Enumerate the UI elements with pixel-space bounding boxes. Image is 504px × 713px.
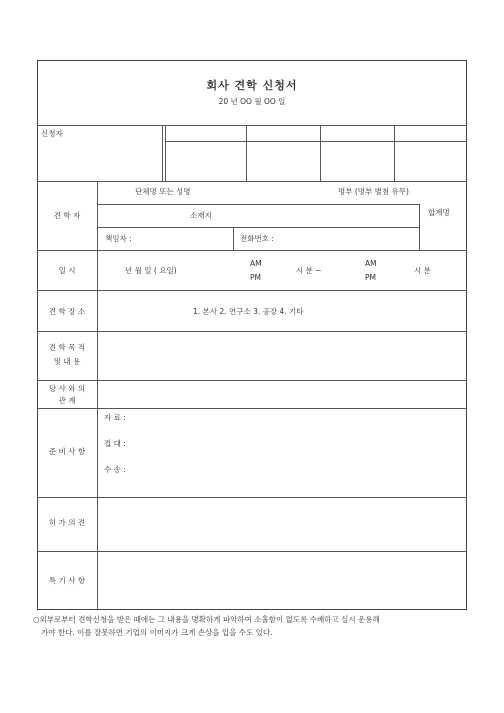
time-start: 시 분 ~ — [296, 266, 322, 275]
remarks-field[interactable] — [98, 552, 466, 609]
reception-label: 접 대 : — [104, 439, 126, 448]
form-title: 회사 견학 신청서 — [206, 79, 298, 92]
visitor-label: 견 학 자 — [53, 211, 81, 220]
place-options: 1. 본사 2. 연구소 3. 공장 4. 기타 — [193, 307, 304, 316]
divider — [37, 181, 467, 182]
purpose-label: 및 내 용 — [53, 357, 81, 366]
materials-label: 자 료 : — [104, 413, 126, 422]
applicant-field[interactable] — [321, 142, 393, 180]
applicant-field[interactable] — [166, 142, 246, 180]
divider — [97, 227, 419, 228]
org-name-label: 단체명 또는 성명 — [135, 187, 191, 196]
relation-label: 관 계 — [58, 396, 76, 405]
date-line: 20 년 OO 월 OO 일 — [218, 97, 286, 106]
am-label: AM — [365, 259, 377, 268]
divider — [37, 125, 467, 126]
divider — [419, 204, 420, 250]
divider — [97, 204, 419, 205]
time-end: 시 분 — [414, 266, 431, 275]
address-label: 소재지 — [190, 211, 212, 220]
applicant-field[interactable] — [395, 142, 466, 180]
footnote — [33, 613, 473, 639]
datetime-label: 일 시 — [58, 266, 76, 275]
preparation-label: 준 비 사 항 — [48, 447, 86, 456]
divider — [37, 408, 467, 409]
permission-field[interactable] — [98, 498, 466, 550]
manager-label: 책임자 : — [105, 234, 132, 243]
date-ymd: 년 월 일 ( 요일) — [125, 266, 177, 275]
divider — [37, 290, 467, 291]
remarks-label: 특 기 사 항 — [48, 576, 86, 585]
relation-field[interactable] — [98, 381, 466, 407]
place-label: 견 학 장 소 — [48, 307, 86, 316]
divider — [162, 125, 163, 181]
pm-label: PM — [365, 273, 376, 282]
applicant-field[interactable] — [247, 142, 319, 180]
divider — [233, 227, 234, 250]
am-label: AM — [250, 259, 262, 268]
roster-label: 명부 (명부 별첨 유무) — [338, 187, 409, 196]
footnote-line: ○외부로부터 견학신청을 받은 때에는 그 내용을 명확하게 파악하여 소홀함이 없도록 수배하고 실시 운용해 — [33, 615, 380, 624]
transport-label: 수 송 : — [104, 465, 126, 474]
purpose-field[interactable] — [98, 332, 466, 379]
applicant-label: 신청자 — [41, 129, 63, 138]
pm-label: PM — [250, 273, 261, 282]
relation-label: 당 사 와 의 — [48, 384, 86, 393]
divider — [37, 250, 467, 251]
purpose-label: 견 학 목 적 — [48, 343, 86, 352]
footnote-line: 가야 한다. 이를 잘못하면 기업의 이미지가 크게 손상을 입을 수도 있다. — [41, 628, 273, 637]
permission-label: 허 가 의 견 — [48, 518, 86, 527]
phone-label: 전화번호 : — [240, 234, 274, 243]
total-label: 합계명 — [428, 208, 450, 217]
